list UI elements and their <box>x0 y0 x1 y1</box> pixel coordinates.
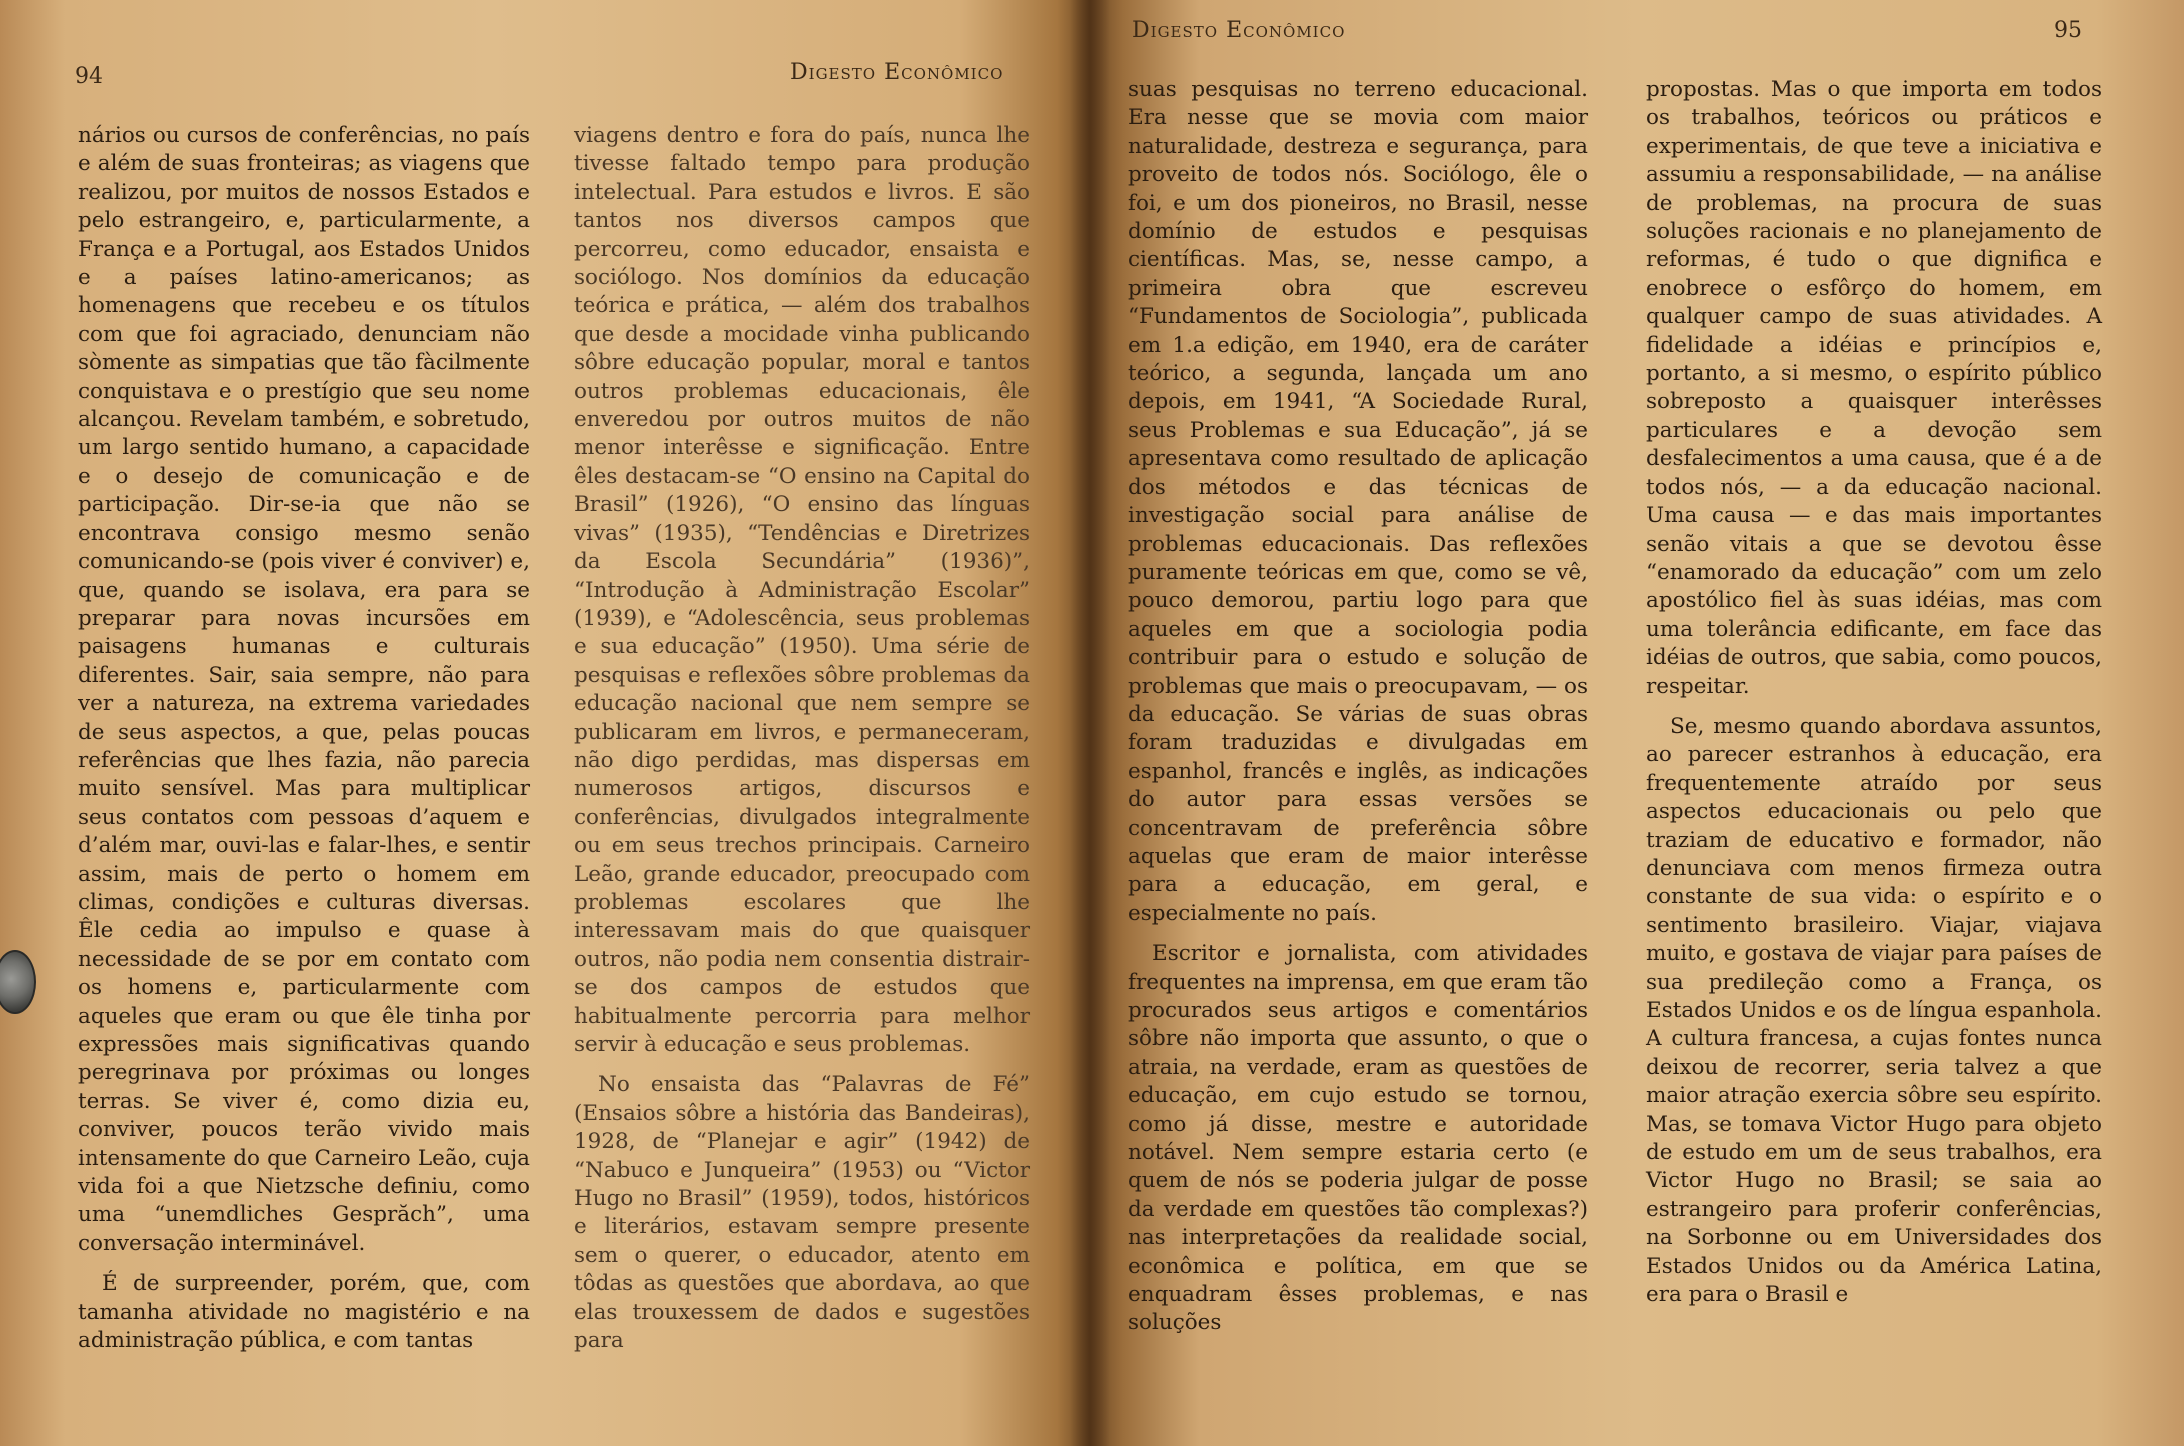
right-page-column-2 <box>1646 76 2102 1309</box>
paragraph: É de surpreender, porém, que, com tamanha atividade no magistério e na administração pública, e com tantas <box>78 1271 530 1354</box>
running-header-left: Digesto Econômico <box>790 60 1004 85</box>
paragraph: Se, mesmo quando abordava assuntos, ao parecer estranhos à educação, era frequentemente atraído por seus aspectos educacionais ou pelo que traziam de educativo e formador, não denunciava com menos firmeza outra constante de sua vida: o espírito e o sentimento brasileiro. Viajar, viajava muito, e gostava de viajar para países de sua predileção como a França, os Estados Unidos e os de língua espanhola. A cultura francesa, a cujas fontes nunca deixou de recorrer, seria talvez a que maior atração exercia sôbre seu espírito. Mas, se tomava Victor Hugo para objeto de estudo em um de seus trabalhos, era Victor Hugo no Brasil; se saia ao estrangeiro para proferir conferências, na Sorbonne ou em Universidades dos Estados Unidos ou da América Latina, era para o Brasil e <box>1646 713 2102 1308</box>
paragraph: No ensaista das “Palavras de Fé” (Ensaios sôbre a história das Bandeiras), 1928, de “Planejar e agir” (1942) de “Nabuco e Junqueira” (1953) ou “Victor Hugo no Brasil” (1959), todos, históricos e literários, estavam sempre presente sem o querer, o educador, atento em tôdas as questões que abordava, ao que elas trouxessem de dados e sugestões para <box>574 1072 1030 1354</box>
paragraph: suas pesquisas no terreno educacional. Era nesse que se movia com maior naturalidade, destreza e segurança, para proveito de todos nós. Sociólogo, êle o foi, e um dos pioneiros, no Brasil, nesse domínio de estudos e pesquisas científicas. Mas, se, nesse campo, a primeira obra que escreveu “Fundamentos de Sociologia”, publicada em 1.a edição, em 1940, era de caráter teórico, a segunda, lançada um ano depois, em 1941, “A Sociedade Rural, seus Problemas e sua Educação”, já se apresentava como resultado de aplicação dos métodos e das técnicas de investigação social para análise de problemas educacionais. Das reflexões puramente teóricas em que, como se vê, pouco demorou, partiu logo para que aqueles em que a sociologia podia contribuir para o estudo e solução de problemas que mais o preocupavam, — os da educação. Se várias de suas obras foram traduzidas e divulgadas em espanhol, francês e inglês, as indicações do autor para essas versões se concentravam de preferência sôbre aquelas que eram de maior interêsse para a educação, em geral, e especialmente no país. <box>1128 77 1588 926</box>
left-page-column-2 <box>574 122 1030 1355</box>
paragraph: nários ou cursos de conferências, no país e além de suas fronteiras; as viagens que realizou, por muitos de nossos Estados e pelo estrangeiro, e, particularmente, a França e a Portugal, aos Estados Unidos e a países latino-americanos; as homenagens que recebeu e os títulos com que foi agraciado, denunciam não sòmente as simpatias que tão fàcilmente conquistava e o prestígio que seu nome alcançou. Revelam também, e sobretudo, um largo sentido humano, a capacidade e o desejo de comunicação e de participação. Dir-se-ia que não se encontrava consigo mesmo senão comunicando-se (pois viver é conviver) e, que, quando se isolava, era para se preparar para novas incursões em paisagens humanas e culturais diferentes. Sair, saia sempre, não para ver a natureza, na extrema variedades de seus aspectos, a que, pelas poucas referências que lhes fazia, não parecia muito sensível. Mas para multiplicar seus contatos com pessoas d’aquem e d’além mar, ouvi-las e falar-lhes, e sentir assim, mais de perto o homem em climas, condições e culturas diversas. Êle cedia ao impulso e quase à necessidade de se por em contato com os homens e, particularmente com aqueles que eram ou que êle tinha por expressões mais significativas quando peregrinava por próximas ou longes terras. Se viver é, como dizia eu, conviver, poucos terão vivido mais intensamente do que Carneiro Leão, cuja vida foi a que Nietzsche definiu, como uma “unemdliches Gesprăch”, uma conversação interminável. <box>78 123 530 1256</box>
binding-hole <box>0 950 36 1014</box>
paragraph: Escritor e jornalista, com atividades frequentes na imprensa, em que eram tão procurados seus artigos e comentários sôbre não importa que assunto, o que o atraia, na verdade, eram as questões de educação, em cujo estudo se tornou, como já disse, mestre e autoridade notável. Nem sempre estaria certo (e quem de nós se poderia julgar de posse da verdade em questões tão complexas?) nas interpretações da realidade social, econômica e política, em que se enquadram êsses problemas, e nas soluções <box>1128 941 1588 1336</box>
left-page-column-1 <box>78 122 530 1355</box>
paragraph: viagens dentro e fora do país, nunca lhe tivesse faltado tempo para produção intelectual. Para estudos e livros. E são tantos nos diversos campos que percorreu, como educador, ensaista e sociólogo. Nos domínios da educação teórica e prática, — além dos trabalhos que desde a mocidade vinha publicando sôbre educação popular, moral e tantos outros problemas educacionais, êle enveredou por outros muitos de não menor interêsse e significação. Entre êles destacam-se “O ensino na Capital do Brasil” (1926), “O ensino das línguas vivas” (1935), “Tendências e Diretrizes da Escola Secundária” (1936)”, “Introdução à Administração Escolar” (1939), e “Adolescência, seus problemas e sua educação” (1950). Uma série de pesquisas e reflexões sôbre problemas da educação nacional que nem sempre se publicaram em livros, e permaneceram, não digo perdidas, mas dispersas em numerosos artigos, discursos e conferências, divulgados integralmente ou em seus trechos principais. Carneiro Leão, grande educador, preocupado com problemas escolares que lhe interessavam mais do que quaisquer outros, não podia nem consentia distrair-se dos campos de estudos que habitualmente percorria para melhor servir à educação e seus problemas. <box>574 123 1030 1057</box>
page-number-left: 94 <box>75 64 103 89</box>
running-header-right: Digesto Econômico <box>1132 18 1346 43</box>
page-number-right: 95 <box>2054 18 2082 43</box>
book-gutter <box>1070 0 1110 1446</box>
right-page-column-1 <box>1128 76 1588 1338</box>
right-page <box>1090 0 2184 1446</box>
left-page <box>0 0 1090 1446</box>
paragraph: propostas. Mas o que importa em todos os trabalhos, teóricos ou práticos e experimentais, de que teve a iniciativa e assumiu a responsabilidade, — na análise de problemas, na procura de suas soluções racionais e no planejamento de reformas, é tudo o que dignifica e enobrece o esfôrço do homem, em qualquer campo de suas atividades. A fidelidade a idéias e princípios e, portanto, a si mesmo, o espírito público sobreposto a quaisquer interêsses particulares e a devoção sem desfalecimentos a uma causa, que é a de todos nós, — a da educação nacional. Uma causa — e das mais importantes senão vitais a que se devotou êsse “enamorado da educação” com um zelo apostólico fiel às suas idéias, mas com uma tolerância edificante, em face das idéias de outros, que sabia, como poucos, respeitar. <box>1646 77 2102 699</box>
